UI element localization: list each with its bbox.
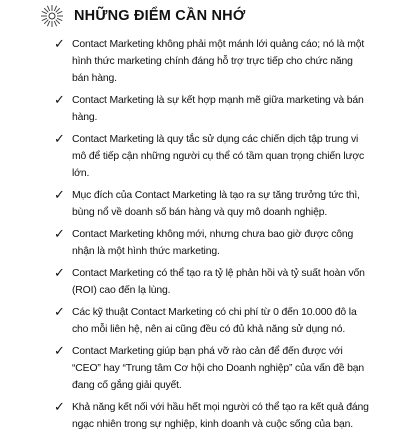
list-item-text: Các kỹ thuật Contact Marketing có chi phí từ 0 đến 10.000 đô la cho mỗi liên hệ, nên ai cũng đều có đủ khả năng sử dụng nó.: [72, 307, 357, 335]
list-item-text: Contact Marketing không phải một mánh lới quảng cáo; nó là một hình thức marketing chính đáng hỗ trợ trực tiếp cho chức năng bán hàng.: [72, 39, 365, 84]
checkmark-icon: ✓: [54, 37, 65, 52]
list-item-text: Contact Marketing giúp bạn phá vỡ rào cản để đến được với “CEO” hay “Trung tâm Cơ hội cho Doanh nghiệp” của vấn đề bạn đang cố gắng giải quyết.: [72, 346, 364, 391]
list-item: [54, 187, 372, 221]
section-title: NHỮNG ĐIỂM CẦN NHỚ: [74, 8, 246, 24]
checkmark-icon: ✓: [54, 132, 65, 147]
checkmark-icon: ✓: [54, 266, 65, 281]
list-item: [54, 265, 372, 299]
checkmark-icon: ✓: [54, 400, 65, 415]
list-item: [54, 131, 372, 182]
list-item: [54, 36, 372, 87]
list-item: [54, 343, 372, 394]
list-item: [54, 304, 372, 338]
list-item-text: Contact Marketing không mới, nhưng chưa bao giờ được công nhận là một hình thức marketing.: [72, 229, 354, 257]
list-item: [54, 226, 372, 260]
checkmark-icon: ✓: [54, 227, 65, 242]
checkmark-icon: ✓: [54, 305, 65, 320]
list-item: [54, 399, 372, 433]
list-item-text: Mục đích của Contact Marketing là tạo ra sự tăng trưởng tức thì, bùng nổ về doanh số bán hàng và quy mô doanh nghiệp.: [72, 190, 360, 218]
list-item: [54, 92, 372, 126]
checkmark-icon: ✓: [54, 344, 65, 359]
list-item-text: Contact Marketing là sự kết hợp mạnh mẽ giữa marketing và bán hàng.: [72, 95, 364, 123]
checkmark-icon: ✓: [54, 188, 65, 203]
checkmark-icon: ✓: [54, 93, 65, 108]
list-item-text: Contact Marketing là quy tắc sử dụng các chiến dịch tập trung vi mô để tiếp cận những người cụ thể có tầm quan trọng chiến lược lớn.: [72, 134, 365, 179]
key-points-list: [54, 36, 372, 438]
sun-burst-icon: [40, 4, 64, 28]
list-item-text: Khả năng kết nối với hầu hết mọi người có thể tạo ra kết quả đáng ngạc nhiên trong sự nghiệp, kinh doanh và cuộc sống của bạn.: [72, 402, 369, 430]
list-item-text: Contact Marketing có thể tạo ra tỷ lệ phản hồi và tỷ suất hoàn vốn (ROI) cao đến lạ lùng.: [72, 268, 365, 296]
section-header: [40, 4, 245, 28]
